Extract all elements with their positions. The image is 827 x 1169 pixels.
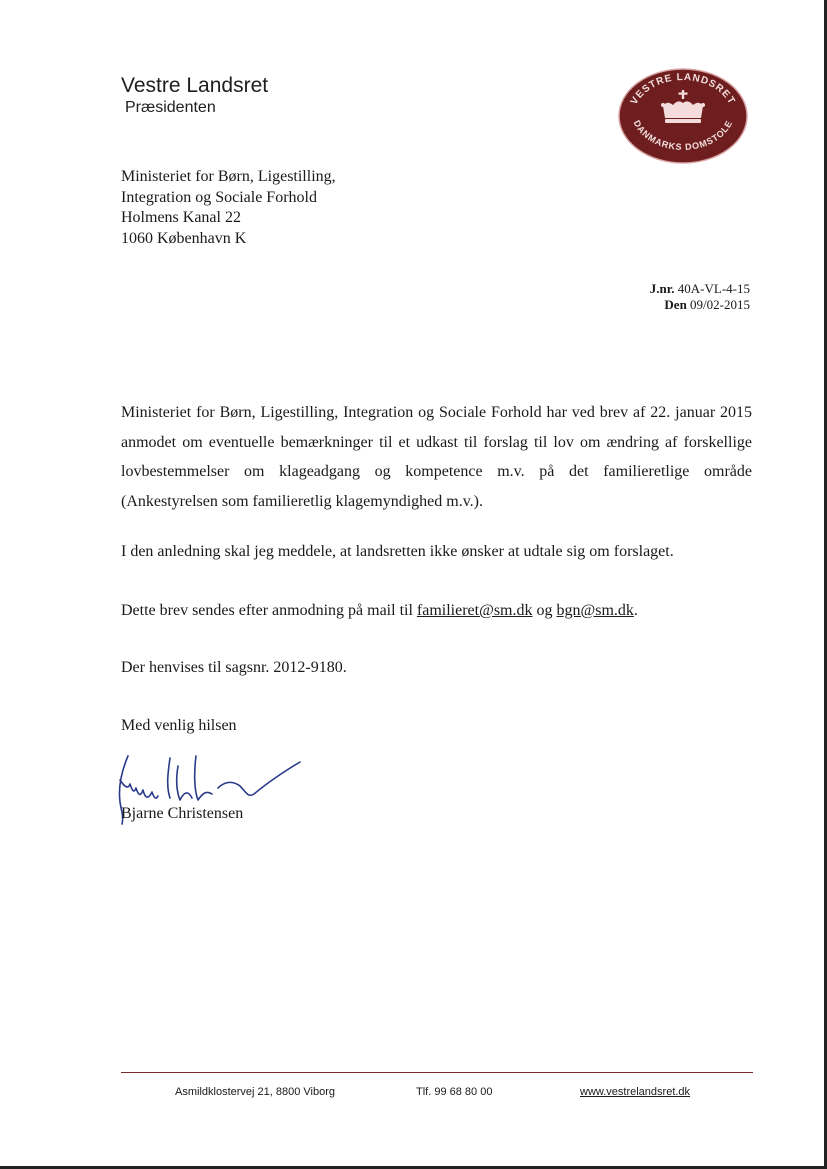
recipient-line: Ministeriet for Børn, Ligestilling,: [121, 168, 336, 185]
email-link-familieret[interactable]: familieret@sm.dk: [416, 602, 533, 619]
footer-address: Asmildklostervej 21, 8800 Viborg: [175, 1086, 335, 1098]
recipient-address: [121, 167, 336, 249]
closing-greeting: Med venlig hilsen: [121, 717, 237, 734]
footer-phone: Tlf. 99 68 80 00: [416, 1086, 493, 1098]
journal-number: 40A-VL-4-15: [677, 281, 750, 296]
letter-date: 09/02-2015: [690, 297, 750, 312]
svg-text:DANMARKS DOMSTOLE: DANMARKS DOMSTOLE: [631, 118, 735, 153]
recipient-line: 1060 København K: [121, 229, 247, 247]
recipient-line: Holmens Kanal 22: [121, 209, 241, 226]
court-seal-logo: [617, 68, 749, 164]
signer-name: Bjarne Christensen: [121, 805, 244, 822]
paragraph-text: .: [633, 602, 638, 619]
date-label: Den: [664, 297, 687, 312]
paragraph-text: Dette brev sendes efter anmodning på mail til: [121, 602, 417, 619]
court-subtitle: Præsidenten: [125, 99, 216, 116]
footer-divider: [121, 1072, 753, 1073]
body-paragraph-2: I den anledning skal jeg meddele, at landsretten ikke ønsker at udtale sig om forslaget.: [121, 543, 674, 560]
email-link-bgn[interactable]: bgn@sm.dk: [556, 602, 634, 619]
court-name: Vestre Landsret: [121, 74, 269, 97]
recipient-line: Integration og Sociale Forhold: [121, 188, 317, 206]
reference-block: [650, 281, 750, 313]
journal-number-label: J.nr.: [649, 281, 675, 296]
svg-text:VESTRE LANDSRET: VESTRE LANDSRET: [628, 71, 738, 107]
body-paragraph-4: Der henvises til sagsnr. 2012-9180.: [121, 659, 347, 676]
body-paragraph-1: Ministeriet for Børn, Ligestilling, Integration og Sociale Forhold har ved brev af 22. januar 2015 anmodet om eventuelle bemærkninger til et udkast til forslag til lov om ændring af forskellige lovbestemmelser om klageadgang og kompetence m.v. på det familieretlige område (Ankestyrelsen som familieretlig klagemyndighed m.v.).: [121, 404, 752, 510]
paragraph-text: og: [532, 602, 557, 619]
footer-website-link[interactable]: www.vestrelandsret.dk: [580, 1086, 691, 1098]
body-paragraph-3: [121, 601, 752, 621]
